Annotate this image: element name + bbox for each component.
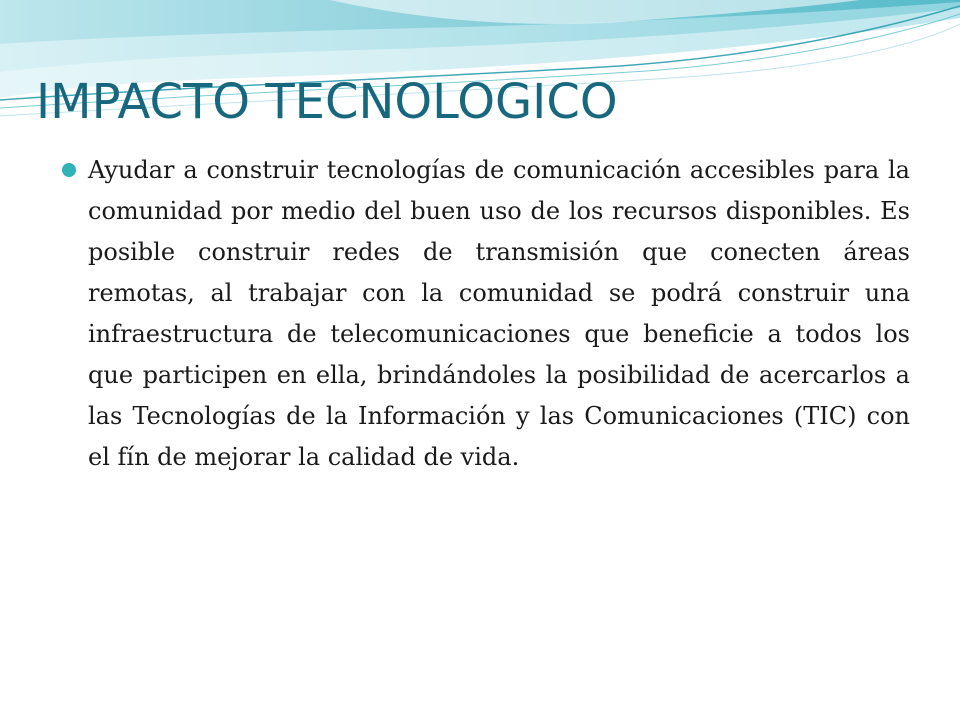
bullet-dot-icon — [62, 163, 76, 177]
slide-title: IMPACTO TECNOLOGICO — [36, 74, 618, 130]
content-area — [60, 150, 910, 478]
bullet-item — [60, 150, 910, 478]
bullet-text: Ayudar a construir tecnologías de comunicación accesibles para la comunidad por medio del buen uso de los recursos disponibles. Es posible construir redes de transmisión que conecten áreas remotas, al trabajar con la comunidad se podrá construir una infraestructura de telecomunicaciones que beneficie a todos los que participen en ella, brindándoles la posibilidad de acercarlos a las Tecnologías de la Información y las Comunicaciones (TIC) con el fín de mejorar la calidad de vida. — [88, 156, 910, 471]
